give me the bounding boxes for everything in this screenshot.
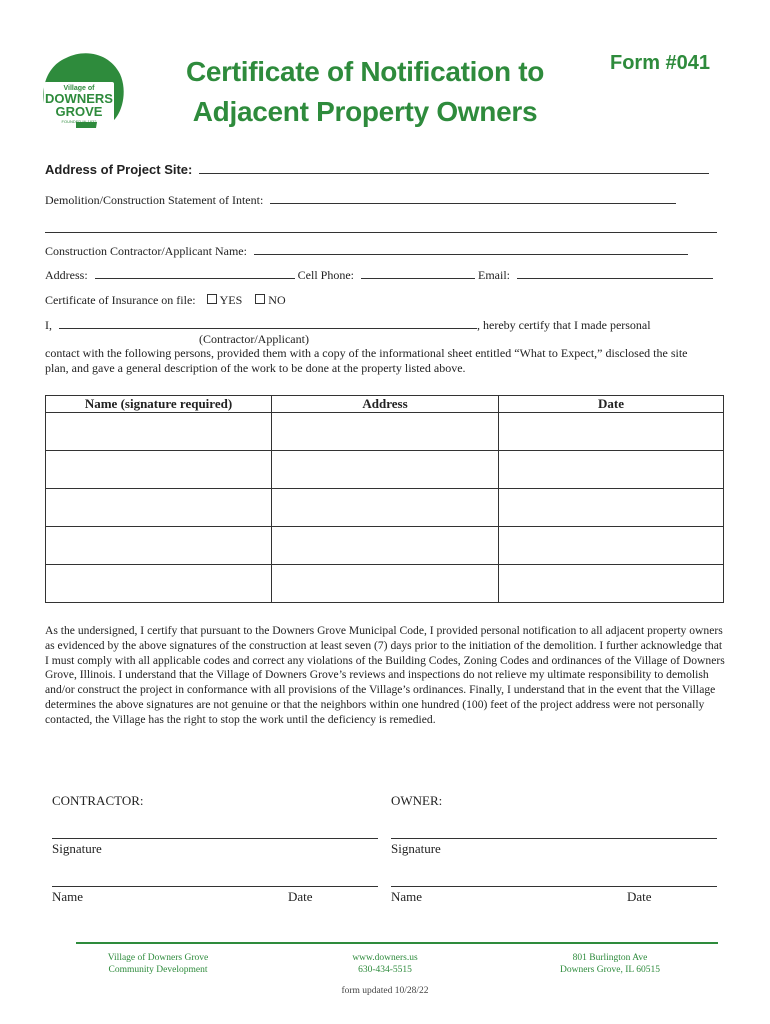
name-cell[interactable] (46, 489, 272, 527)
owner-signature-label: Signature (391, 841, 441, 856)
certify-name-field[interactable] (59, 318, 477, 329)
owner-date-label: Date (627, 889, 652, 904)
name-cell[interactable] (46, 413, 272, 451)
owner-heading: OWNER: (391, 793, 443, 808)
owner-signature-line[interactable] (391, 838, 717, 839)
address-cell[interactable] (272, 451, 499, 489)
col-header-date: Date (499, 396, 724, 413)
form-updated-date: form updated 10/28/22 (341, 986, 429, 996)
email-label: Email: (478, 268, 511, 282)
table-header-row (46, 396, 724, 413)
footer-org-line1: Village of Downers Grove (107, 953, 209, 963)
no-checkbox[interactable] (255, 294, 265, 304)
certify-prefix: I, (45, 318, 52, 332)
footer-org-line2: Community Development (108, 965, 208, 975)
address-label: Address: (45, 268, 88, 282)
date-cell[interactable] (499, 451, 724, 489)
name-cell[interactable] (46, 565, 272, 603)
certify-caption: (Contractor/Applicant) (199, 332, 309, 346)
certify-text: contact with the following persons, provided them with a copy of the informational sheet entitled “What to Expect,” disclosed the site plan, and gave a general description of the work to be done at the property listed above. (45, 346, 688, 375)
address-cell[interactable] (272, 565, 499, 603)
contractor-label: Construction Contractor/Applicant Name: (45, 244, 247, 258)
col-header-name: Name (signature required) (46, 396, 272, 413)
cell-label: Cell Phone: (297, 268, 355, 282)
yes-label: YES (219, 293, 243, 307)
col-header-address: Address (272, 396, 499, 413)
contact-row (45, 268, 713, 283)
address-cell[interactable] (272, 527, 499, 565)
footer-contact (325, 952, 445, 976)
table-row (46, 565, 724, 603)
contractor-name-line[interactable] (52, 886, 378, 887)
form-number: Form #041 (610, 52, 711, 74)
logo-line1: Village of (63, 85, 95, 92)
logo-line3: GROVE (55, 104, 103, 119)
no-option[interactable] (255, 293, 285, 307)
project-site-field[interactable] (199, 163, 709, 174)
owner-name-label: Name (391, 889, 423, 904)
contractor-row (45, 244, 688, 259)
footer-phone: 630-434-5515 (358, 965, 412, 975)
statement-field-line2[interactable] (45, 232, 717, 233)
contractor-field[interactable] (254, 244, 688, 255)
address-cell[interactable] (272, 489, 499, 527)
address-field[interactable] (95, 268, 295, 279)
title-line-1: Certificate of Notification to (185, 56, 545, 87)
logo-line4: FOUNDED IN 1832 (61, 119, 97, 124)
table-row (46, 413, 724, 451)
contractor-date-label: Date (288, 889, 313, 904)
footer-org (88, 952, 228, 976)
project-site-label: Address of Project Site: (45, 162, 193, 177)
certify-suffix: , hereby certify that I made personal (477, 318, 651, 332)
statement-label: Demolition/Construction Statement of Intent: (45, 193, 264, 207)
project-site-row (45, 162, 709, 178)
contractor-signature-line[interactable] (52, 838, 378, 839)
neighbor-signature-table (45, 395, 724, 603)
address-cell[interactable] (272, 413, 499, 451)
date-cell[interactable] (499, 527, 724, 565)
table-row (46, 489, 724, 527)
certification-statement: As the undersigned, I certify that pursuant to the Downers Grove Municipal Code, I provided personal notification to all adjacent property owners as evidenced by the above signatures of the construction at least seven (7) days prior to the initiation of the demolition. I further acknowledge that I must comply with all applicable codes and correct any violations of the Building Codes, Zoning Codes and ordinances of the Village of Downers Grove, Illinois. I understand that the Village of Downers Grove’s reviews and inspections do not relieve my ultimate responsibility to demolish and/or construct the project in conformance with all provisions of the Village’s ordinances. Finally, I understand that in the event that the Village determines the above signatures are not genuine or that the neighbors within one hundred (100) feet of the project address were not personally contacted, the Village has the right to stop the work until the deficiency is remedied. (45, 624, 725, 726)
title-line-2: Adjacent Property Owners (192, 96, 538, 127)
yes-option[interactable] (207, 293, 243, 307)
owner-name-line[interactable] (391, 886, 717, 887)
insurance-row (45, 293, 286, 308)
table-row (46, 451, 724, 489)
contractor-heading: CONTRACTOR: (52, 793, 144, 808)
certify-row (45, 318, 651, 333)
name-cell[interactable] (46, 527, 272, 565)
table-row (46, 527, 724, 565)
footer-divider (76, 942, 718, 944)
name-cell[interactable] (46, 451, 272, 489)
email-field[interactable] (517, 268, 713, 279)
contractor-name-label: Name (52, 889, 84, 904)
statement-field[interactable] (270, 193, 676, 204)
cell-field[interactable] (361, 268, 475, 279)
tree-seal-icon (36, 48, 128, 134)
statement-row (45, 193, 676, 208)
village-logo (36, 48, 128, 134)
yes-checkbox[interactable] (207, 294, 217, 304)
date-cell[interactable] (499, 565, 724, 603)
footer-address (540, 952, 680, 976)
contractor-signature-label: Signature (52, 841, 102, 856)
page-title (150, 52, 580, 132)
insurance-label: Certificate of Insurance on file: (45, 293, 196, 307)
logo-line2: DOWNERS (45, 91, 113, 106)
no-label: NO (268, 293, 286, 307)
date-cell[interactable] (499, 413, 724, 451)
date-cell[interactable] (499, 489, 724, 527)
footer-addr-line1: 801 Burlington Ave (572, 953, 648, 963)
footer-web-link[interactable]: www.downers.us (352, 953, 418, 963)
footer-addr-line2: Downers Grove, IL 60515 (560, 965, 660, 975)
